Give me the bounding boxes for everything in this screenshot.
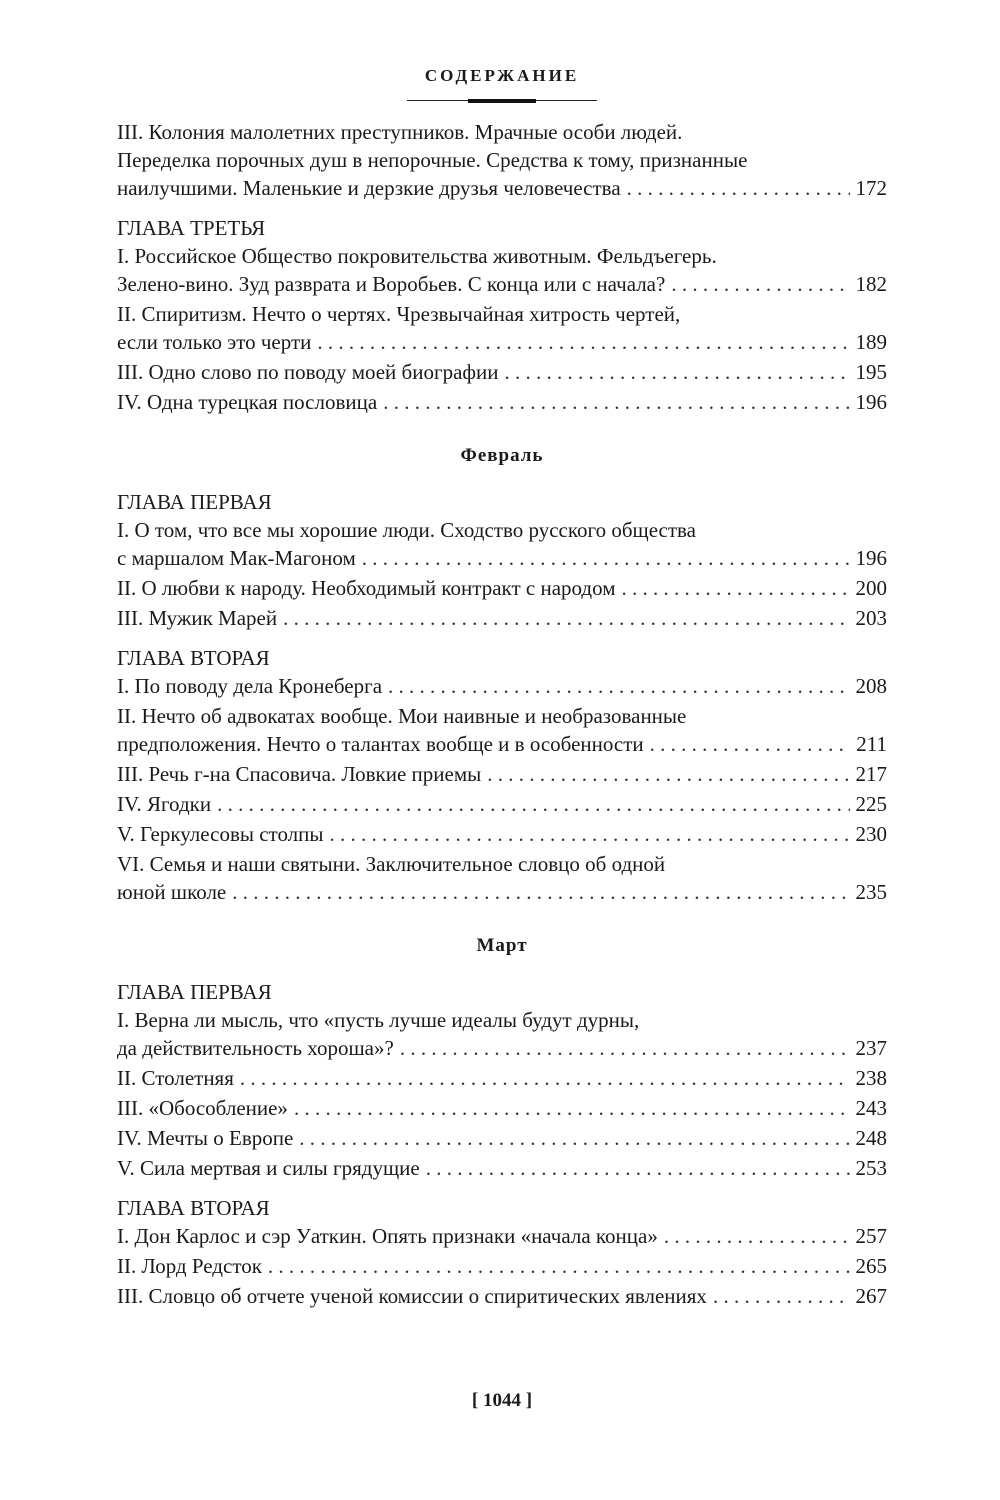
toc-page-number: 243	[855, 1096, 887, 1120]
toc-entry-last-line	[117, 820, 887, 848]
toc-page-number: 195	[855, 360, 887, 384]
toc-entry	[117, 1154, 887, 1182]
dot-leader	[330, 820, 850, 848]
toc-entry-last-line	[117, 388, 887, 416]
toc-entry-last-line	[117, 672, 887, 700]
toc-entry-last-line	[117, 1252, 887, 1280]
toc-entry	[117, 300, 887, 356]
toc-entry-text: III. Мужик Марей	[117, 606, 278, 630]
toc-entry-text: II. Лорд Редсток	[117, 1254, 262, 1278]
toc-page-number: 172	[855, 176, 887, 200]
toc-entry	[117, 760, 887, 788]
toc-page-number: 257	[855, 1224, 887, 1248]
toc-entry-last-line	[117, 1034, 887, 1062]
toc-entry	[117, 820, 887, 848]
toc-entry-last-line	[117, 544, 887, 572]
dot-leader	[317, 328, 849, 356]
toc-page-number: 200	[855, 576, 887, 600]
toc-page-number: 196	[855, 390, 887, 414]
toc-entry	[117, 1222, 887, 1250]
toc-entry-text: если только это черти	[117, 330, 312, 354]
toc-entry-text: V. Геркулесовы столпы	[117, 822, 324, 846]
toc-entry-text: юной школе	[117, 880, 227, 904]
toc-page-number: 235	[855, 880, 887, 904]
dot-leader	[362, 544, 850, 572]
toc-page-number: 230	[855, 822, 887, 846]
toc-entry	[117, 1282, 887, 1310]
dot-leader	[388, 672, 849, 700]
toc-entry-line: I. О том, что все мы хорошие люди. Сходство русского общества	[117, 518, 697, 542]
dot-leader	[299, 1124, 849, 1152]
toc-page-number: 189	[855, 330, 887, 354]
toc-entry	[117, 850, 887, 906]
toc-entry-last-line	[117, 574, 887, 602]
dot-leader	[283, 604, 849, 632]
toc-entry	[117, 1094, 887, 1122]
chapter-heading: ГЛАВА ПЕРВАЯ	[117, 980, 272, 1004]
month-section-title: Март	[476, 935, 528, 956]
toc-entry-text: наилучшими. Маленькие и дерзкие друзья человечества	[117, 176, 621, 200]
toc-entry	[117, 242, 887, 298]
toc-entry	[117, 604, 887, 632]
toc-entry-text: V. Сила мертвая и силы грядущие	[117, 1156, 420, 1180]
toc-page-number: 248	[855, 1126, 887, 1150]
toc-entry	[117, 702, 887, 758]
toc-page-number: 211	[856, 732, 887, 756]
toc-entry-last-line	[117, 790, 887, 818]
toc-page-number: 208	[855, 674, 887, 698]
toc-entry-last-line	[117, 1094, 887, 1122]
dot-leader	[505, 358, 850, 386]
dot-leader	[664, 1222, 850, 1250]
toc-page-number: 203	[855, 606, 887, 630]
toc-entry	[117, 1124, 887, 1152]
head-rule-ornament	[468, 99, 536, 103]
toc-entry-text: IV. Ягодки	[117, 792, 212, 816]
toc-entry-text: Зелено-вино. Зуд разврата и Воробьев. С конца или с начала?	[117, 272, 666, 296]
toc-entry-last-line	[117, 270, 887, 298]
dot-leader	[400, 1034, 850, 1062]
toc-entry	[117, 1064, 887, 1092]
chapter-heading: ГЛАВА ПЕРВАЯ	[117, 490, 272, 514]
toc-entry-last-line	[117, 1154, 887, 1182]
toc-entry-text: III. Словцо об отчете ученой комиссии о спиритических явлениях	[117, 1284, 707, 1308]
toc-entry-last-line	[117, 604, 887, 632]
dot-leader	[426, 1154, 850, 1182]
dot-leader	[671, 270, 849, 298]
toc-page-number: 238	[855, 1066, 887, 1090]
toc-entry	[117, 1252, 887, 1280]
dot-leader	[622, 574, 850, 602]
toc-page-number: 267	[855, 1284, 887, 1308]
toc-entry	[117, 1006, 887, 1062]
chapter-heading: ГЛАВА ВТОРАЯ	[117, 1196, 270, 1220]
table-of-contents	[117, 118, 887, 1312]
page-number: [ 1044 ]	[471, 1390, 533, 1411]
toc-entry-last-line	[117, 1222, 887, 1250]
toc-entry-text: III. Одно слово по поводу моей биографии	[117, 360, 499, 384]
toc-entry-last-line	[117, 1064, 887, 1092]
toc-entry-last-line	[117, 174, 887, 202]
toc-entry-text: IV. Одна турецкая пословица	[117, 390, 378, 414]
toc-entry	[117, 358, 887, 386]
toc-entry-last-line	[117, 358, 887, 386]
toc-entry-line: I. Верна ли мысль, что «пусть лучше идеалы будут дурны,	[117, 1008, 640, 1032]
toc-entry-text: III. «Обособление»	[117, 1096, 288, 1120]
toc-entry-last-line	[117, 1282, 887, 1310]
toc-entry	[117, 574, 887, 602]
dot-leader	[383, 388, 849, 416]
toc-entry-text: IV. Мечты о Европе	[117, 1126, 294, 1150]
toc-entry	[117, 516, 887, 572]
toc-entry-line: Переделка порочных душ в непорочные. Средства к тому, признанные	[117, 148, 748, 172]
toc-page-number: 237	[855, 1036, 887, 1060]
chapter-heading: ГЛАВА ВТОРАЯ	[117, 646, 270, 670]
dot-leader	[627, 174, 850, 202]
toc-entry-text: I. По поводу дела Кронеберга	[117, 674, 383, 698]
toc-entry	[117, 672, 887, 700]
dot-leader	[268, 1252, 850, 1280]
toc-entry-text: II. О любви к народу. Необходимый контракт с народом	[117, 576, 616, 600]
month-section-title: Февраль	[460, 445, 544, 466]
dot-leader	[713, 1282, 850, 1310]
toc-entry-last-line	[117, 878, 887, 906]
dot-leader	[294, 1094, 850, 1122]
toc-entry	[117, 790, 887, 818]
dot-leader	[240, 1064, 850, 1092]
dot-leader	[232, 878, 849, 906]
toc-entry-line: III. Колония малолетних преступников. Мрачные особи людей.	[117, 120, 683, 144]
toc-entry-line: I. Российское Общество покровительства животным. Фельдъегерь.	[117, 244, 717, 268]
toc-entry	[117, 388, 887, 416]
toc-entry-text: II. Столетняя	[117, 1066, 234, 1090]
toc-page-number: 217	[855, 762, 887, 786]
toc-page-number: 265	[855, 1254, 887, 1278]
toc-entry-last-line	[117, 1124, 887, 1152]
toc-entry-last-line	[117, 730, 887, 758]
toc-entry-line: VI. Семья и наши святыни. Заключительное словцо об одной	[117, 852, 666, 876]
toc-entry-text: предположения. Нечто о талантах вообще и в особенности	[117, 732, 644, 756]
toc-entry-text: III. Речь г-на Спасовича. Ловкие приемы	[117, 762, 482, 786]
toc-entry-line: II. Спиритизм. Нечто о чертях. Чрезвычайная хитрость чертей,	[117, 302, 681, 326]
dot-leader	[487, 760, 849, 788]
toc-page-number: 182	[855, 272, 887, 296]
toc-page-number: 225	[855, 792, 887, 816]
dot-leader	[650, 730, 851, 758]
toc-page-number: 196	[855, 546, 887, 570]
toc-entry-last-line	[117, 760, 887, 788]
toc-entry-text: да действительность хороша»?	[117, 1036, 394, 1060]
dot-leader	[217, 790, 849, 818]
toc-entry-text: с маршалом Мак-Магоном	[117, 546, 356, 570]
toc-entry-last-line	[117, 328, 887, 356]
running-head: СОДЕРЖАНИЕ	[424, 66, 580, 85]
toc-page-number: 253	[855, 1156, 887, 1180]
chapter-heading: ГЛАВА ТРЕТЬЯ	[117, 216, 266, 240]
book-page	[117, 0, 887, 1500]
toc-entry-line: II. Нечто об адвокатах вообще. Мои наивные и необразованные	[117, 704, 687, 728]
toc-entry-text: I. Дон Карлос и сэр Уаткин. Опять признаки «начала конца»	[117, 1224, 658, 1248]
toc-entry	[117, 118, 887, 202]
